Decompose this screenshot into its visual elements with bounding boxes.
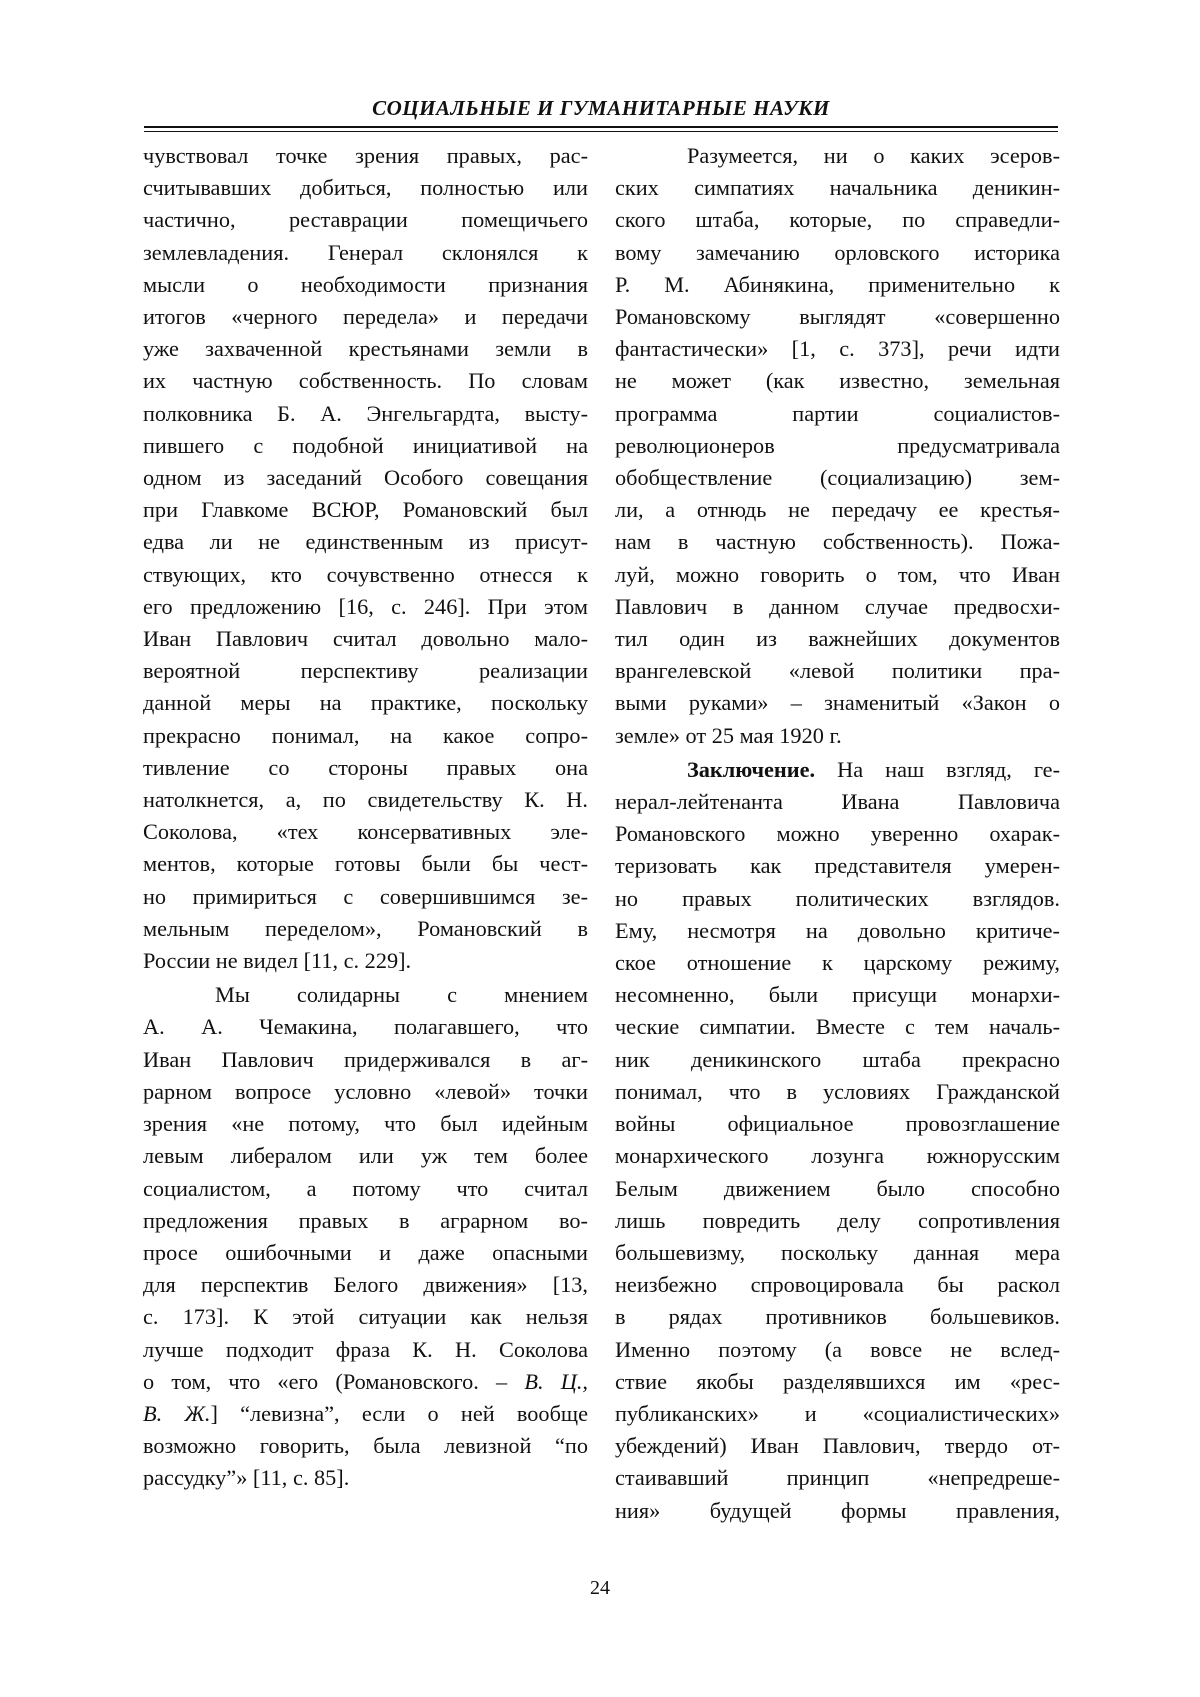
text-line: нерал-лейтенанта Ивана Павловича [615,789,1060,815]
text-line: лучше подходит фраза К. Н. Соколова [143,1336,588,1362]
text-line: полковника Б. А. Энгельгардта, высту- [143,400,588,426]
text-line: Соколова, «тех консервативных эле- [143,819,588,845]
text-line: одном из заседаний Особого совещания [143,465,588,491]
text-line: Белым движением было способно [615,1175,1060,1201]
text-line: Именно поэтому (а вовсе не вслед- [615,1336,1060,1362]
text-line: ментов, которые готовы были бы чест- [143,851,588,877]
text-line: при Главкоме ВСЮР, Романовский был [143,497,588,523]
text-line: рарном вопросе условно «левой» точки [143,1078,588,1104]
conclusion-label: Заключение. [687,756,816,782]
text-line: врангелевской «левой политики пра- [615,658,1060,684]
paragraph-first-line: Мы солидарны с мнением [215,982,588,1008]
text-line: чувствовал точке зрения правых, рас- [143,143,588,168]
text-line-mixed [143,1398,588,1430]
paragraph-end-line: России не видел [11, с. 229]. [143,948,412,974]
text-line: ских симпатиях начальника деникин- [615,175,1060,201]
text-line: итогов «черного передела» и передачи [143,304,588,330]
text-line: неизбежно спровоцировала бы раскол [615,1272,1060,1298]
page-number: 24 [590,1577,610,1599]
text-line: не может (как известно, земельная [615,368,1060,394]
text-line: зрения «не потому, что был идейным [143,1111,588,1137]
text-line: их частную собственность. По словам [143,368,588,394]
text-line: понимал, что в условиях Гражданской [615,1078,1060,1104]
text-line: теризовать как представителя умерен- [615,853,1060,879]
text-line: уже захваченной крестьянами земли в [143,336,588,362]
text-line: но правых политических взглядов. [615,885,1060,911]
text-line: выми руками» – знаменитый «Закон о [615,690,1060,716]
paragraph-end-line: рассудку”» [11, с. 85]. [143,1465,350,1491]
text-line: Романовского можно уверенно охарак- [615,821,1060,847]
text-line: обобществление (социализацию) зем- [615,465,1060,491]
text-line: данной меры на практике, поскольку [143,690,588,716]
author-initials-italic: В. Ж. [143,1400,211,1426]
text-line: программа партии социалистов- [615,400,1060,426]
right-column [615,140,1060,1527]
paragraph-first-line: Разумеется, ни о каких эсеров- [687,143,1060,168]
text-line: ли, а отнюдь не передачу ее крестья- [615,497,1060,523]
text-line: с. 173]. К этой ситуации как нельзя [143,1304,588,1330]
text-line: ческие симпатии. Вместе с тем началь- [615,1014,1060,1040]
header-rule-thin [144,131,1058,132]
text-line: революционеров предусматривала [615,432,1060,458]
paragraph-end-line: земле» от 25 мая 1920 г. [615,722,842,748]
text-line: мельным переделом», Романовский в [143,915,588,941]
line-text: ] “левизна”, если о ней вообще [210,1400,588,1426]
text-line: Иван Павлович придерживался в аг- [143,1046,588,1072]
text-line: публиканских» и «социалистических» [615,1400,1060,1426]
text-line: натолкнется, а, по свидетельству К. Н. [143,787,588,813]
text-line: пившего с подобной инициативой на [143,432,588,458]
text-line: ник деникинского штаба прекрасно [615,1046,1060,1072]
text-line: большевизму, поскольку данная мера [615,1239,1060,1265]
text-line: стаивавший принцип «непредреше- [615,1465,1060,1491]
author-initials-italic: В. Ц., [507,1368,588,1394]
text-line: убеждений) Иван Павлович, твердо от- [615,1433,1060,1459]
text-line: А. А. Чемакина, полагавшего, что [143,1014,588,1040]
text-line: мысли о необходимости признания [143,271,588,297]
running-header: СОЦИАЛЬНЫЕ И ГУМАНИТАРНЫЕ НАУКИ [372,96,830,120]
text-line: в рядах противников большевиков. [615,1304,1060,1330]
line-text: На наш взгляд, ге- [815,756,1060,782]
text-line: его предложению [16, с. 246]. При этом [143,593,588,619]
conclusion-first-line [615,754,1060,786]
text-line: считывавших добиться, полностью или [143,175,588,201]
header-rule-thick [144,126,1058,128]
text-line: тивление со стороны правых она [143,754,588,780]
text-line: просе ошибочными и даже опасными [143,1239,588,1265]
text-line: ния» будущей формы правления, [615,1497,1060,1523]
text-line: левым либералом или уж тем более [143,1143,588,1169]
text-line: вому замечанию орловского историка [615,239,1060,265]
text-line: ствующих, кто сочувственно отнесся к [143,561,588,587]
text-line: вероятной перспективу реализации [143,658,588,684]
text-line: несомненно, были присущи монархи- [615,982,1060,1008]
text-line: луй, можно говорить о том, что Иван [615,561,1060,587]
text-line: едва ли не единственным из присут- [143,529,588,555]
text-line: войны официальное провозглашение [615,1111,1060,1137]
text-line: Р. М. Абинякина, применительно к [615,271,1060,297]
text-line: для перспектив Белого движения» [13, [143,1272,588,1298]
text-line: частично, реставрации помещичьего [143,207,588,233]
text-line: Ему, несмотря на довольно критиче- [615,917,1060,943]
text-line: ское отношение к царскому режиму, [615,950,1060,976]
text-line: но примириться с совершившимся зе- [143,883,588,909]
text-line: Павлович в данном случае предвосхи- [615,593,1060,619]
text-line: тил один из важнейших документов [615,626,1060,652]
text-line: ского штаба, которые, по справедли- [615,207,1060,233]
line-text: о том, что «его (Романовского. – [143,1368,508,1394]
text-line: Иван Павлович считал довольно мало- [143,626,588,652]
text-line: нам в частную собственность). Пожа- [615,529,1060,555]
text-line: землевладения. Генерал склонялся к [143,239,588,265]
text-line-mixed [143,1366,588,1398]
text-line: монархического лозунга южнорусским [615,1143,1060,1169]
text-line: социалистом, а потому что считал [143,1175,588,1201]
text-line: ствие якобы разделявшихся им «рес- [615,1368,1060,1394]
text-line: предложения правых в аграрном во- [143,1207,588,1233]
text-line: прекрасно понимал, на какое сопро- [143,722,588,748]
text-line: фантастически» [1, с. 373], речи идти [615,336,1060,362]
left-column [143,140,588,1495]
text-line: лишь повредить делу сопротивления [615,1207,1060,1233]
text-line: Романовскому выглядят «совершенно [615,304,1060,330]
text-line: возможно говорить, была левизной “по [143,1433,588,1459]
